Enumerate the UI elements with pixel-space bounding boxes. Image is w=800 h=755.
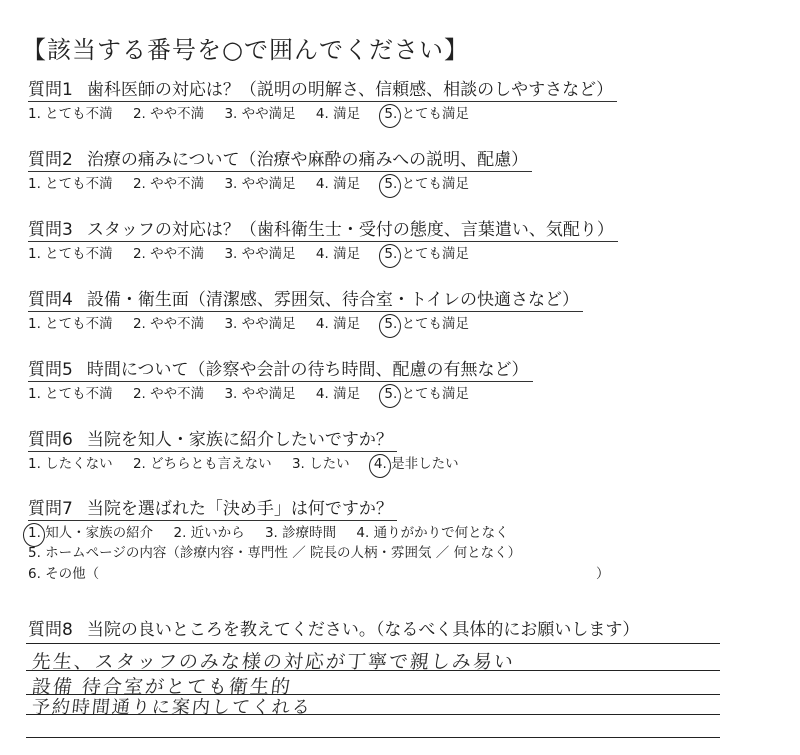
option-2[interactable]: 2. どちらとも言えない [132, 456, 272, 472]
question-number: 質問6 [28, 430, 73, 450]
survey-heading: 【該当する番号を○で囲んでください】 [22, 36, 469, 64]
option-label: とても満足 [401, 176, 470, 192]
option-2[interactable]: 2. 近いから [173, 525, 245, 541]
option-6-close: ） [596, 566, 610, 582]
handwritten-answer-3: 予約時間通りに案内してくれる [30, 697, 313, 718]
option-label: とても満足 [401, 106, 470, 122]
option-5-selected[interactable] [380, 384, 469, 404]
question-title [28, 429, 397, 452]
option-6-label: 6. その他（ [28, 566, 100, 582]
question-title [28, 79, 617, 102]
handwritten-answer-1: 先生、スタッフのみな様の対応が丁寧で親しみ易い [30, 651, 517, 673]
option-label: とても満足 [401, 316, 470, 332]
option-2[interactable]: 2. やや不満 [132, 386, 205, 402]
question-text: 歯科医師の対応は？（説明の明解さ、信頼感、相談のしやすさなど） [86, 80, 614, 100]
answer-options [28, 454, 668, 474]
answer-options [28, 174, 668, 194]
question-text: スタッフの対応は？（歯科衛生士・受付の態度、言葉遣い、気配り） [86, 220, 614, 240]
option-5[interactable]: 5. ホームページの内容（診療内容・専門性 ／ 院長の人柄・雰囲気 ／ 何となく） [28, 545, 522, 561]
option-1[interactable]: 1. とても不満 [28, 316, 113, 332]
option-1[interactable]: 1. したくない [28, 456, 113, 472]
option-label: とても満足 [401, 386, 470, 402]
option-1[interactable]: 1. とても不満 [28, 106, 113, 122]
option-2[interactable]: 2. やや不満 [132, 316, 205, 332]
question-2 [28, 149, 668, 194]
handwritten-answer-2: 設備 待合室がとても衛生的 [30, 676, 294, 698]
option-3[interactable]: 3. やや満足 [224, 316, 296, 332]
option-5-selected[interactable] [380, 244, 469, 264]
question-text: 時間について（診察や会計の待ち時間、配慮の有無など） [86, 360, 529, 380]
circled-number: 5. [384, 246, 398, 262]
question-number: 質問1 [28, 80, 73, 100]
option-5-selected[interactable] [380, 314, 469, 334]
question-title [28, 498, 397, 521]
circled-number: 5. [384, 176, 398, 192]
question-text: 当院の良いところを教えてください。（なるべく具体的にお願いします） [86, 620, 640, 640]
circled-number: 5. [384, 316, 398, 332]
option-4[interactable]: 4. 満足 [315, 106, 361, 122]
question-number: 質問8 [28, 620, 73, 640]
question-title [28, 359, 533, 382]
option-4[interactable]: 4. 満足 [315, 316, 361, 332]
question-title [28, 289, 583, 312]
option-4-selected[interactable] [370, 454, 459, 474]
option-3[interactable]: 3. やや満足 [224, 106, 296, 122]
question-3 [28, 219, 668, 264]
option-3[interactable]: 3. やや満足 [224, 386, 296, 402]
question-text: 当院を選ばれた「決め手」は何ですか？ [86, 499, 393, 519]
answer-rule-5 [26, 737, 720, 738]
question-number: 質問2 [28, 150, 73, 170]
option-5-selected[interactable] [380, 174, 469, 194]
option-label: とても満足 [401, 246, 470, 262]
option-3[interactable]: 3. やや満足 [224, 176, 296, 192]
option-label: 知人・家族の紹介 [45, 525, 154, 541]
question-8 [28, 619, 728, 641]
answer-rule-1 [26, 643, 720, 644]
question-4 [28, 289, 668, 334]
option-4[interactable]: 4. 満足 [315, 386, 361, 402]
answer-options [28, 244, 668, 264]
question-title [28, 619, 643, 641]
option-2[interactable]: 2. やや不満 [132, 176, 205, 192]
option-1-selected[interactable] [24, 523, 153, 543]
question-6 [28, 429, 668, 474]
answer-rule-4 [26, 714, 720, 715]
circled-number: 5. [384, 106, 398, 122]
option-4[interactable]: 4. 満足 [315, 176, 361, 192]
answer-rule-2 [26, 670, 720, 671]
option-2[interactable]: 2. やや不満 [132, 106, 205, 122]
question-5 [28, 359, 668, 404]
option-1[interactable]: 1. とても不満 [28, 386, 113, 402]
question-text: 当院を知人・家族に紹介したいですか？ [86, 430, 393, 450]
option-4[interactable]: 4. 通りがかりで何となく [356, 525, 509, 541]
option-3[interactable]: 3. やや満足 [224, 246, 296, 262]
question-1 [28, 79, 668, 124]
option-1[interactable]: 1. とても不満 [28, 176, 113, 192]
option-label: 是非したい [391, 456, 459, 472]
answer-options [28, 384, 668, 404]
option-1[interactable]: 1. とても不満 [28, 246, 113, 262]
option-3[interactable]: 3. 診療時間 [264, 525, 337, 541]
option-6-other[interactable] [28, 564, 668, 585]
option-2[interactable]: 2. やや不満 [132, 246, 205, 262]
question-title [28, 149, 532, 172]
question-number: 質問4 [28, 290, 73, 310]
option-4[interactable]: 4. 満足 [315, 246, 361, 262]
option-3[interactable]: 3. したい [291, 456, 350, 472]
question-text: 設備・衛生面（清潔感、雰囲気、待合室・トイレの快適さなど） [86, 290, 579, 310]
question-7 [28, 498, 668, 585]
question-text: 治療の痛みについて（治療や麻酔の痛みへの説明、配慮） [86, 150, 529, 170]
circled-number: 4. [373, 456, 387, 472]
answer-options [28, 314, 668, 334]
circled-number: 5. [384, 386, 398, 402]
circled-number: 1. [28, 525, 41, 541]
answer-options-line1 [24, 523, 668, 543]
question-number: 質問3 [28, 220, 73, 240]
answer-options [28, 104, 668, 124]
question-title [28, 219, 618, 242]
option-5-selected[interactable] [380, 104, 469, 124]
question-number: 質問7 [28, 499, 73, 519]
question-number: 質問5 [28, 360, 73, 380]
